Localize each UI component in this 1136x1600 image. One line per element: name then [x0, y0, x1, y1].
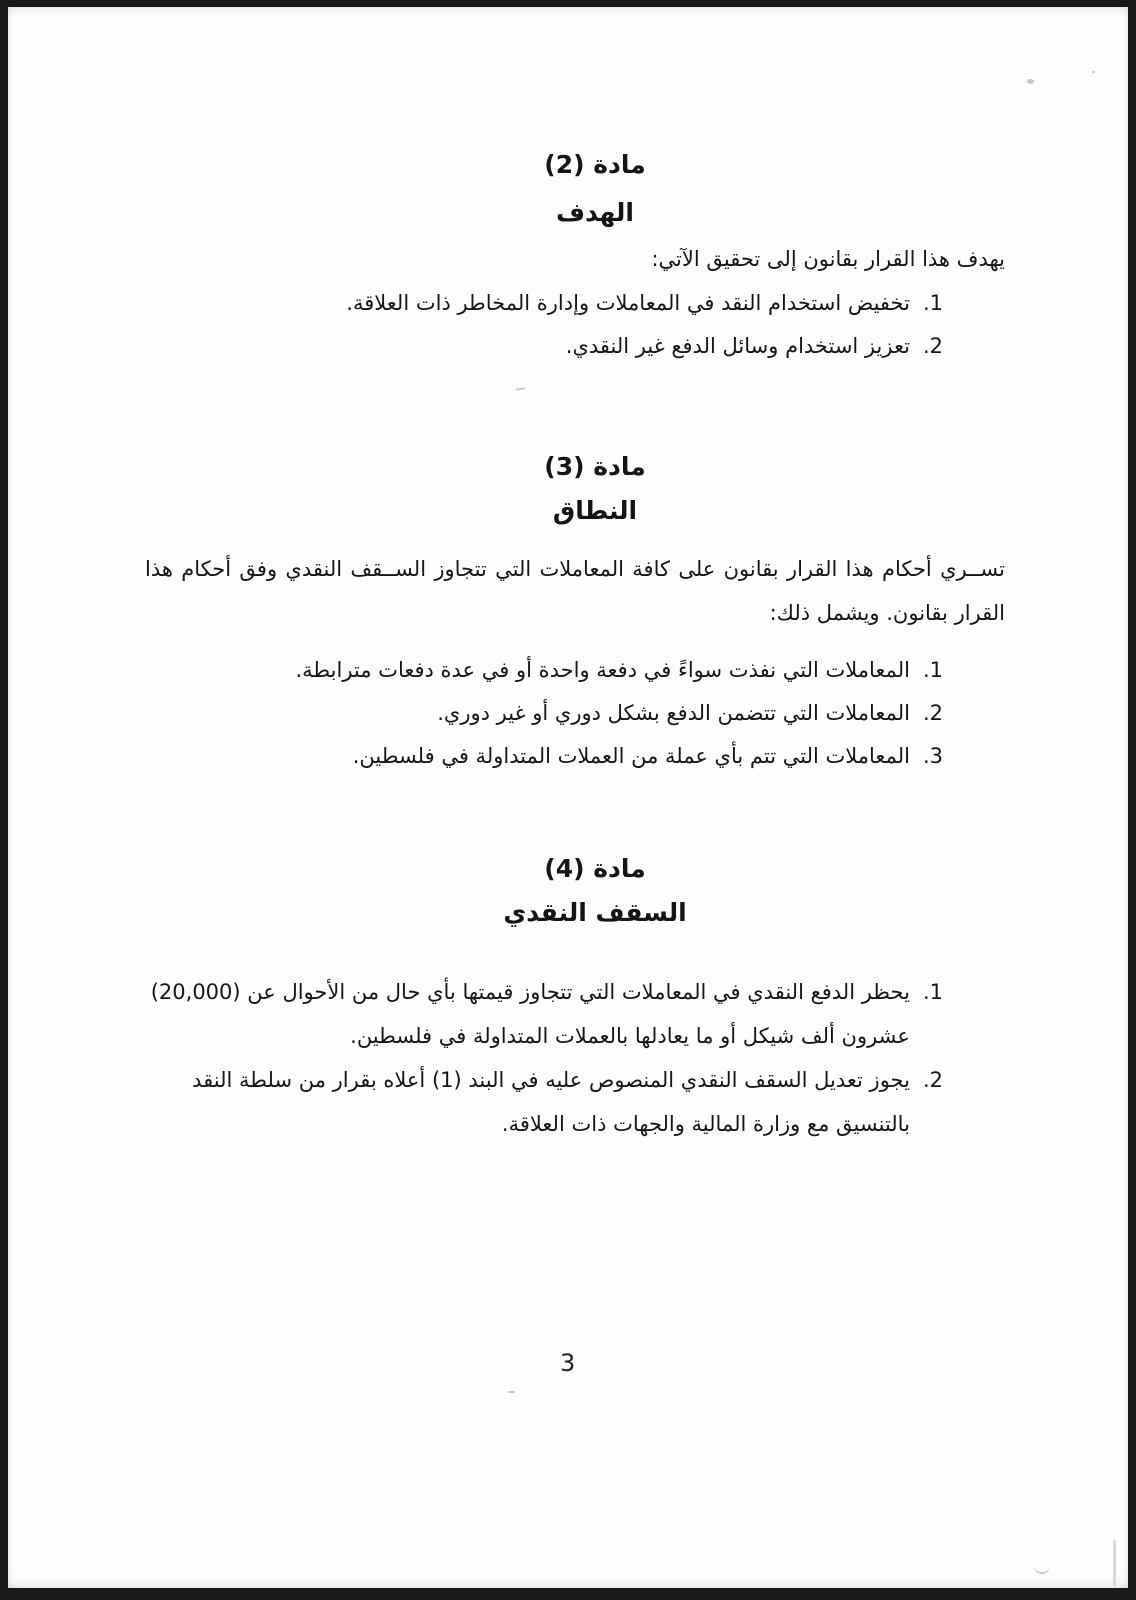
list-item	[145, 324, 943, 368]
item-text: يجوز تعديل السقف النقدي المنصوص عليه في البند (1) أعلاه بقرار من سلطة النقد بالتنسيق مع وزارة المالية والجهات ذات العلاقة.	[192, 1068, 910, 1136]
item-text: يحظر الدفع النقدي في المعاملات التي تتجاوز قيمتها بأي حال من الأحوال عن (20,000) عشرون ألف شيكل أو ما يعادلها بالعملات المتداولة في فلسطين.	[150, 980, 910, 1048]
article-2-subtitle: الهدف	[556, 198, 634, 227]
item-number: 3.	[922, 744, 943, 768]
scan-artifact	[1027, 79, 1034, 84]
scan-artifact	[1113, 1540, 1116, 1586]
scan-artifact	[1034, 1565, 1050, 1574]
scan-artifact	[1092, 71, 1095, 73]
list-item	[145, 970, 943, 1058]
article-3-title: مادة (3)	[544, 452, 646, 481]
item-number: 2.	[922, 701, 943, 725]
document-page	[8, 7, 1128, 1588]
article-2-title: مادة (2)	[544, 150, 646, 179]
article-2-intro: يهدف هذا القرار بقانون إلى تحقيق الآتي:	[651, 247, 1005, 271]
scan-artifact	[508, 1391, 515, 1393]
item-number: 1.	[922, 980, 943, 1004]
page-number: 3	[560, 1349, 576, 1377]
list-item	[145, 648, 943, 692]
list-item	[145, 1058, 943, 1146]
item-text: تعزيز استخدام وسائل الدفع غير النقدي.	[565, 334, 910, 358]
item-text: المعاملات التي تتضمن الدفع بشكل دوري أو غير دوري.	[437, 701, 910, 725]
list-item	[145, 691, 943, 735]
list-item	[145, 734, 943, 778]
item-text: تخفيض استخدام النقد في المعاملات وإدارة المخاطر ذات العلاقة.	[346, 291, 910, 315]
item-number: 1.	[922, 291, 943, 315]
item-text: المعاملات التي تتم بأي عملة من العملات المتداولة في فلسطين.	[352, 744, 910, 768]
article-3-subtitle: النطاق	[552, 496, 638, 525]
article-3-intro: تســري أحكام هذا القرار بقانون على كافة المعاملات التي تتجاوز الســقف النقدي وفق أحكام هذا القرار بقانون. ويشمل ذلك:	[145, 557, 1005, 625]
item-number: 1.	[922, 658, 943, 682]
item-number: 2.	[922, 1068, 943, 1092]
scan-artifact	[516, 387, 525, 390]
article-4-title: مادة (4)	[544, 854, 646, 883]
article-4-subtitle: السقف النقدي	[503, 898, 687, 927]
item-number: 2.	[922, 334, 943, 358]
list-item	[145, 281, 943, 325]
item-text: المعاملات التي نفذت سواءً في دفعة واحدة أو في عدة دفعات مترابطة.	[295, 658, 910, 682]
